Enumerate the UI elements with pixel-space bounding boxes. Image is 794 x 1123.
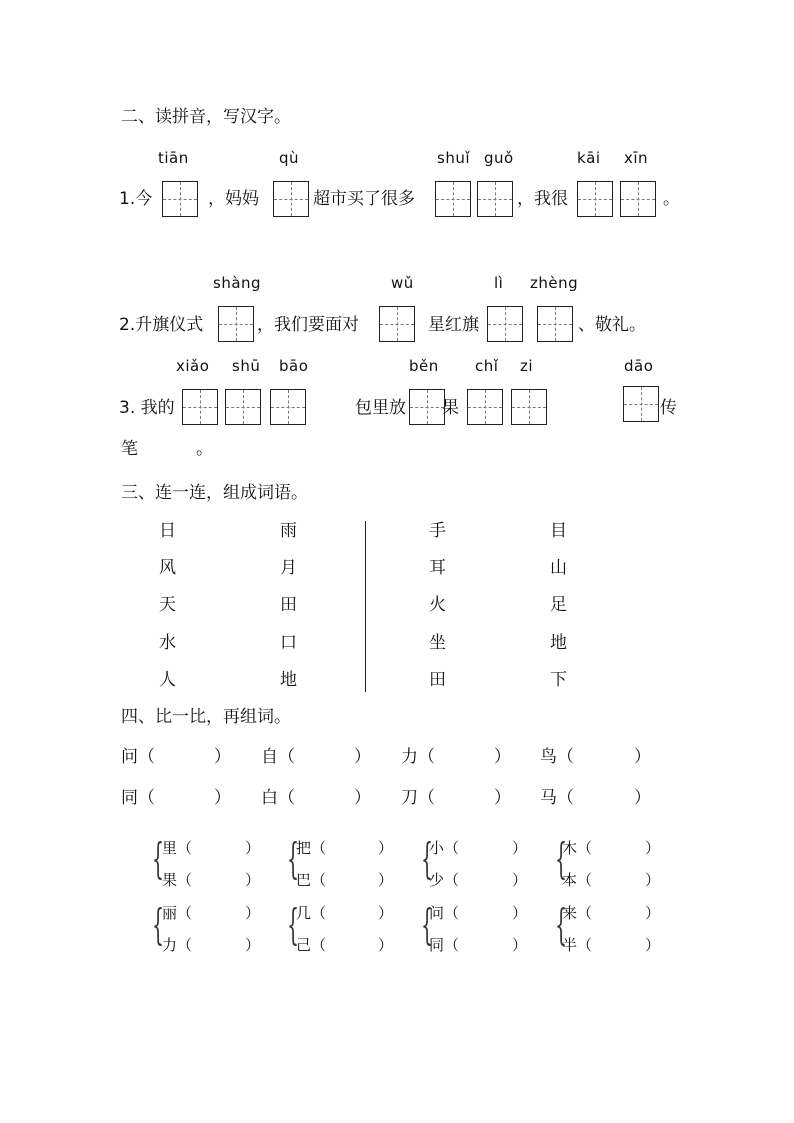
close-paren: ） [494,788,511,808]
group-item: 几（ [296,904,327,922]
close-paren: ） [245,936,261,954]
pinyin-shu: shū [232,357,261,375]
write-box[interactable] [620,181,656,217]
match-char[interactable]: 田 [280,595,297,615]
brace-icon: { [287,900,300,949]
match-char[interactable]: 天 [159,595,176,615]
group-item: 力（ [162,936,193,954]
write-box[interactable] [487,306,523,342]
compare-item: 鸟（ [540,747,574,767]
close-paren: ） [245,871,261,889]
close-paren: ） [645,904,661,922]
match-char[interactable]: 月 [280,558,297,578]
close-paren: ） [378,839,394,857]
close-paren: ） [378,936,394,954]
group-item: 同（ [429,936,460,954]
match-char[interactable]: 人 [159,670,176,690]
close-paren: ） [634,788,651,808]
group-item: 来（ [562,904,593,922]
pinyin-xin: xīn [624,149,649,167]
group-item: 果（ [162,871,193,889]
brace-icon: { [421,900,434,949]
row2-text3: 、敬礼。 [578,315,646,335]
match-char[interactable]: 日 [159,521,176,541]
row3-line2b: 。 [196,439,213,459]
write-box[interactable] [511,389,547,425]
write-box[interactable] [379,306,415,342]
close-paren: ） [378,871,394,889]
match-char[interactable]: 山 [550,558,567,578]
match-char[interactable]: 地 [280,670,297,690]
close-paren: ） [512,936,528,954]
pinyin-zheng: zhèng [530,274,579,292]
pinyin-zi: zi [520,357,534,375]
match-char[interactable]: 手 [429,521,446,541]
group-item: 己（ [296,936,327,954]
write-box[interactable] [225,389,261,425]
write-box[interactable] [577,181,613,217]
pinyin-dao: dāo [624,357,654,375]
match-char[interactable]: 口 [280,633,297,653]
write-box[interactable] [467,389,503,425]
close-paren: ） [512,871,528,889]
row1-end: 。 [663,189,680,209]
pinyin-bao: bāo [279,357,309,375]
write-box[interactable] [162,181,198,217]
match-char[interactable]: 田 [429,670,446,690]
section-2-title: 二、读拼音，写汉字。 [121,107,291,127]
section-3-title: 三、连一连，组成词语。 [121,483,308,503]
close-paren: ） [245,839,261,857]
pinyin-guo: guǒ [484,149,514,167]
write-box[interactable] [182,389,218,425]
group-item: 问（ [429,904,460,922]
pinyin-qu: qù [279,149,300,167]
close-paren: ） [378,904,394,922]
close-paren: ） [214,788,231,808]
write-box[interactable] [435,181,471,217]
compare-item: 白（ [261,788,295,808]
write-box[interactable] [270,389,306,425]
row1-text2: 超市买了很多 [313,189,415,209]
write-box[interactable] [537,306,573,342]
brace-icon: { [152,834,165,883]
row1-text3: ，我很 [517,189,568,209]
close-paren: ） [354,788,371,808]
compare-item: 刀（ [401,788,435,808]
brace-icon: { [152,900,165,949]
pinyin-kai: kāi [577,149,601,167]
close-paren: ） [494,747,511,767]
row3-text1: 包里放 [355,398,406,418]
match-char[interactable]: 耳 [429,558,446,578]
match-char[interactable]: 目 [550,521,567,541]
close-paren: ） [645,839,661,857]
write-box[interactable] [409,389,445,425]
row2-text2: 星红旗 [428,315,479,335]
pinyin-xiao: xiǎo [176,357,210,375]
row3-line2a: 笔 [121,439,138,459]
brace-icon: { [421,834,434,883]
close-paren: ） [645,871,661,889]
match-char[interactable]: 下 [550,670,567,690]
group-item: 小（ [429,839,460,857]
pinyin-li: lì [494,274,504,292]
row2-prefix: 2.升旗仪式 [119,315,204,335]
compare-item: 马（ [540,788,574,808]
column-divider [365,521,366,692]
section-4-title: 四、比一比，再组词。 [121,707,291,727]
group-item: 本（ [562,871,593,889]
group-item: 里（ [162,839,193,857]
pinyin-chi: chǐ [475,357,499,375]
row3-prefix: 3. 我的 [119,398,175,418]
row1-prefix: 1.今 [119,189,153,209]
brace-icon: { [555,900,568,949]
match-char[interactable]: 足 [550,595,567,615]
close-paren: ） [634,747,651,767]
close-paren: ） [214,747,231,767]
write-box[interactable] [477,181,513,217]
close-paren: ） [245,904,261,922]
row2-text1: ，我们要面对 [257,315,359,335]
row1-text1: ，妈妈 [208,189,259,209]
group-item: 少（ [429,871,460,889]
match-char[interactable]: 地 [550,633,567,653]
group-item: 半（ [562,936,593,954]
group-item: 丽（ [162,904,193,922]
pinyin-shui: shuǐ [437,149,470,167]
match-char[interactable]: 坐 [429,633,446,653]
close-paren: ） [645,936,661,954]
write-box[interactable] [623,386,659,422]
group-item: 巴（ [296,871,327,889]
match-char[interactable]: 火 [429,595,446,615]
pinyin-tian: tiān [158,149,189,167]
match-char[interactable]: 风 [159,558,176,578]
close-paren: ） [512,904,528,922]
compare-item: 同（ [121,788,155,808]
compare-item: 力（ [401,747,435,767]
match-char[interactable]: 雨 [280,521,297,541]
brace-icon: { [287,834,300,883]
pinyin-ben: běn [409,357,439,375]
group-item: 把（ [296,839,327,857]
write-box[interactable] [218,306,254,342]
pinyin-shang: shàng [213,274,262,292]
pinyin-wu: wǔ [391,274,414,292]
compare-item: 自（ [261,747,295,767]
match-char[interactable]: 水 [159,633,176,653]
close-paren: ） [354,747,371,767]
group-item: 木（ [562,839,593,857]
row3-text2: 果 [442,398,459,418]
row3-text3: 传 [660,398,677,418]
compare-item: 问（ [121,747,155,767]
brace-icon: { [555,834,568,883]
write-box[interactable] [273,181,309,217]
close-paren: ） [512,839,528,857]
